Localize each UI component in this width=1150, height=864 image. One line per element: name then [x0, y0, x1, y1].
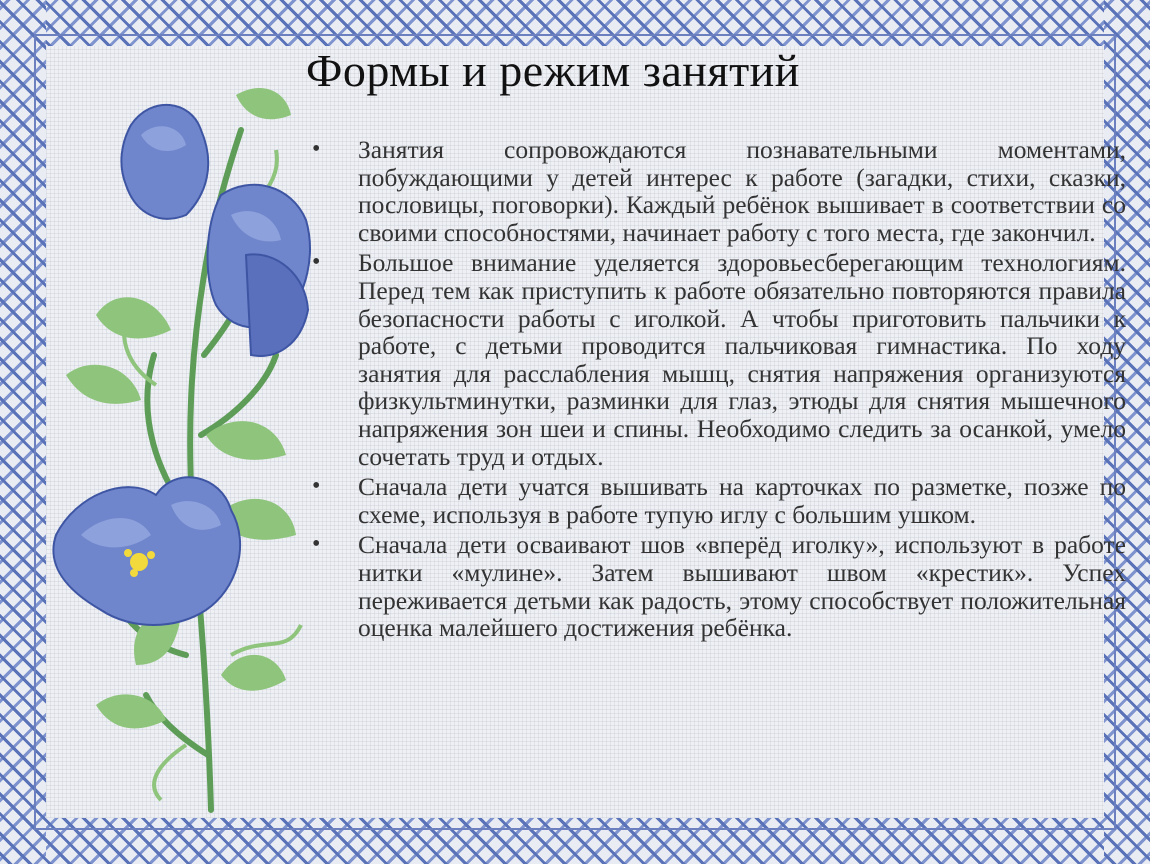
paragraph-text: Сначала дети учатся вышивать на карточках по разметке, позже по схеме, используя в работе тупую иглу с большим ушком.	[358, 472, 1126, 529]
bullet-icon: •	[312, 136, 321, 162]
bullet-list	[312, 136, 1126, 645]
bullet-icon: •	[312, 531, 321, 558]
bullet-icon: •	[312, 473, 321, 500]
paragraph-text: Большое внимание уделяется здоровьесберегающим технологиям. Перед тем как приступить к работе обязательно повторяются правила безопасности работы с иголкой. А чтобы приготовить пальчики к работе, с детьми проводится пальчиковая гимнастика. По ходу занятия для расслабления мышц, снятия напряжения организуются физкультминутки, разминки для глаз, этюды для снятия мышечного напряжения зон шеи и спины. Необходимо следить за осанкой, умело сочетать труд и отдых.	[358, 248, 1126, 471]
paragraph-text: Сначала дети осваивают шов «вперёд иголку», используют в работе нитки «мулине». Затем вышивают швом «крестик». Успех переживается детьми как радость, этому способствует положительная оценка малейшего достижения ребёнка.	[358, 530, 1126, 643]
list-item	[312, 473, 1126, 528]
paragraph-text: Занятия сопровождаются познавательными моментами, побуждающими у детей интерес к работе (загадки, стихи, сказки, пословицы, поговорки). Каждый ребёнок вышивает в соответствии со своими способностями, начинает работу с того места, где закончил.	[358, 135, 1126, 247]
page-title: Формы и режим занятий	[306, 45, 800, 96]
bullet-icon: •	[312, 249, 321, 276]
list-item	[312, 136, 1126, 246]
list-item	[312, 531, 1126, 641]
list-item	[312, 249, 1126, 470]
cross-stitch-bluebell-flower-icon	[36, 55, 336, 825]
